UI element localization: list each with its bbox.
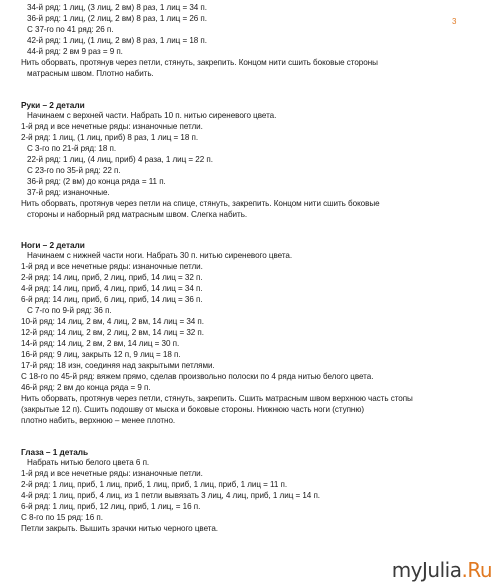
line-23: 2-й ряд: 14 лиц, приб, 2 лиц, приб, 14 лиц = 32 п. (21, 273, 203, 282)
line-28: 12-й ряд: 14 лиц, 2 вм, 2 лиц, 2 вм, 14 лиц = 32 п. (21, 328, 204, 337)
line-44: С 8-го по 15 ряд: 16 п. (21, 513, 103, 522)
line-9: Начинаем с верхней части. Набрать 10 п. нитью сиреневого цвета. (27, 111, 277, 120)
line-5: Нить оборвать, протянув через петли, стянуть, закрепить. Концом нити сшить боковые стороны (21, 58, 378, 67)
line-24: 4-й ряд: 14 лиц, приб, 4 лиц, приб, 14 лиц = 34 п. (21, 284, 203, 293)
logo-domain: .Ru (461, 558, 492, 582)
line-31: 17-й ряд: 18 изн, соединяя над закрытыми петлями. (21, 361, 215, 370)
line-21: Начинаем с нижней части ноги. Набрать 30 п. нитью сиреневого цвета. (27, 251, 293, 260)
line-40: 1-й ряд и все нечетные ряды: изнаночные петли. (21, 469, 203, 478)
line-34: Нить оборвать, протянув через петли, стянуть, закрепить. Сшить матрасным швом верхнюю часть стопы (21, 394, 413, 403)
line-26: С 7-го по 9-й ряд: 36 п. (27, 306, 112, 315)
line-16: 37-й ряд: изнаночные. (27, 188, 110, 197)
line-36: плотно набить, верхнюю – менее плотно. (21, 416, 176, 425)
line-6: матрасным швом. Плотно набить. (27, 69, 154, 78)
section-heading-arms: Руки – 2 детали (21, 100, 85, 110)
site-logo (392, 558, 492, 582)
line-22: 1-й ряд и все нечетные ряды: изнаночные петли. (21, 262, 203, 271)
section-heading-legs: Ноги – 2 детали (21, 240, 85, 250)
line-41: 2-й ряд: 1 лиц, приб, 1 лиц, приб, 1 лиц, приб, 1 лиц, приб, 1 лиц = 11 п. (21, 480, 288, 489)
line-32: С 18-го по 45-й ряд: вяжем прямо, сделав произвольно полоски по 4 ряда нитью белого цвета. (21, 372, 374, 381)
line-39: Набрать нитью белого цвета 6 п. (27, 458, 150, 467)
line-1: 36-й ряд: 1 лиц, (2 лиц, 2 вм) 8 раз, 1 лиц = 26 п. (27, 14, 207, 23)
line-10: 1-й ряд и все нечетные ряды: изнаночные петли. (21, 122, 203, 131)
line-2: С 37-го по 41 ряд: 26 п. (27, 25, 114, 34)
line-15: 36-й ряд: (2 вм) до конца ряда = 11 п. (27, 177, 166, 186)
line-35: (закрытые 12 п). Сшить подошву от мыска и боковые стороны. Нижнюю часть ноги (ступню) (21, 405, 365, 414)
line-0: 34-й ряд: 1 лиц, (3 лиц, 2 вм) 8 раз, 1 лиц = 34 п. (27, 3, 207, 12)
line-30: 16-й ряд: 9 лиц, закрыть 12 п, 9 лиц = 18 п. (21, 350, 181, 359)
line-14: С 23-го по 35-й ряд: 22 п. (27, 166, 121, 175)
line-18: стороны и наборный ряд матрасным швом. Слегка набить. (27, 210, 248, 219)
line-33: 46-й ряд: 2 вм до конца ряда = 9 п. (21, 383, 151, 392)
line-27: 10-й ряд: 14 лиц, 2 вм, 4 лиц, 2 вм, 14 лиц = 34 п. (21, 317, 204, 326)
line-43: 6-й ряд: 1 лиц, приб, 12 лиц, приб, 1 лиц, = 16 п. (21, 502, 201, 511)
line-42: 4-й ряд: 1 лиц, приб, 4 лиц, из 1 петли вывязать 3 лиц, 4 лиц, приб, 1 лиц = 14 п. (21, 491, 320, 500)
line-29: 14-й ряд: 14 лиц, 2 вм, 2 вм, 14 лиц = 30 п. (21, 339, 180, 348)
line-25: 6-й ряд: 14 лиц, приб, 6 лиц, приб, 14 лиц = 36 п. (21, 295, 203, 304)
page-number: 3 (452, 17, 457, 26)
line-4: 44-й ряд: 2 вм 9 раз = 9 п. (27, 47, 123, 56)
line-3: 42-й ряд: 1 лиц, (1 лиц, 2 вм) 8 раз, 1 лиц = 18 п. (27, 36, 207, 45)
line-17: Нить оборвать, протянув через петли на спице, стянуть, закрепить. Концом нити сшить боковые (21, 199, 380, 208)
logo-text: myJulia (391, 558, 462, 582)
line-13: 22-й ряд: 1 лиц, (4 лиц, приб) 4 раза, 1 лиц = 22 п. (27, 155, 213, 164)
line-11: 2-й ряд: 1 лиц, (1 лиц, приб) 8 раз, 1 лиц = 18 п. (21, 133, 199, 142)
section-heading-eyes: Глаза – 1 деталь (21, 447, 89, 457)
line-45: Петли закрыть. Вышить зрачки нитью черного цвета. (21, 524, 218, 533)
line-12: С 3-го по 21-й ряд: 18 п. (27, 144, 117, 153)
